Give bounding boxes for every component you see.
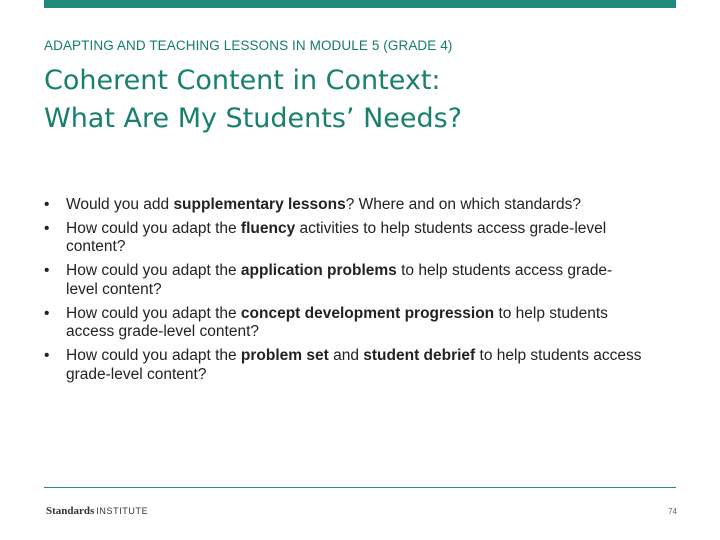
logo-wordmark-strong: Standards [46,505,95,517]
bullet-emphasis: supplementary lessons [173,196,346,213]
page-number: 74 [668,507,677,516]
bullet-marker: • [44,262,50,280]
bullet-marker: • [44,304,50,322]
bullet-marker: • [44,196,50,213]
slide-title-line-2: What Are My Students’ Needs? [44,103,463,134]
bullet-marker: • [44,219,50,237]
top-accent-bar [44,0,676,8]
bullet-text: How could you adapt the [66,262,241,280]
bullet-text: to help students access grade-level content? [66,346,642,383]
bullet-text: to help students access grade-level content? [66,262,613,298]
bullet-item [44,305,644,342]
slide-title [44,62,462,138]
bullet-emphasis: fluency [240,219,296,237]
bullet-item [44,220,644,257]
bullet-item [44,262,644,299]
slide-eyebrow: ADAPTING AND TEACHING LESSONS IN MODULE 5 (GRADE 4) [44,38,453,53]
bullet-text: activities to help students access grade-level content? [66,219,607,256]
bullet-emphasis: application problems [240,262,397,280]
bullet-emphasis: student debrief [363,346,476,364]
bullet-text: How could you adapt the [66,346,241,364]
footer-divider [44,487,676,488]
logo-wordmark-light: INSTITUTE [96,506,149,516]
bullet-item [44,196,644,215]
slide-title-line-1: Coherent Content in Context: [44,65,441,96]
bullet-marker: • [44,346,50,364]
bullet-text: and [328,346,364,364]
bullet-list [44,196,644,389]
bullet-text: to help students access grade-level content? [66,304,608,341]
bullet-emphasis: problem set [240,346,329,364]
standards-institute-logo [46,505,148,517]
bullet-text: How could you adapt the [66,219,241,237]
bullet-text: How could you adapt the [66,304,241,322]
bullet-text: Would you add [66,196,174,213]
bullet-text: ? Where and on which standards? [345,196,581,213]
bullet-item [44,347,644,384]
bullet-emphasis: concept development progression [240,304,495,322]
